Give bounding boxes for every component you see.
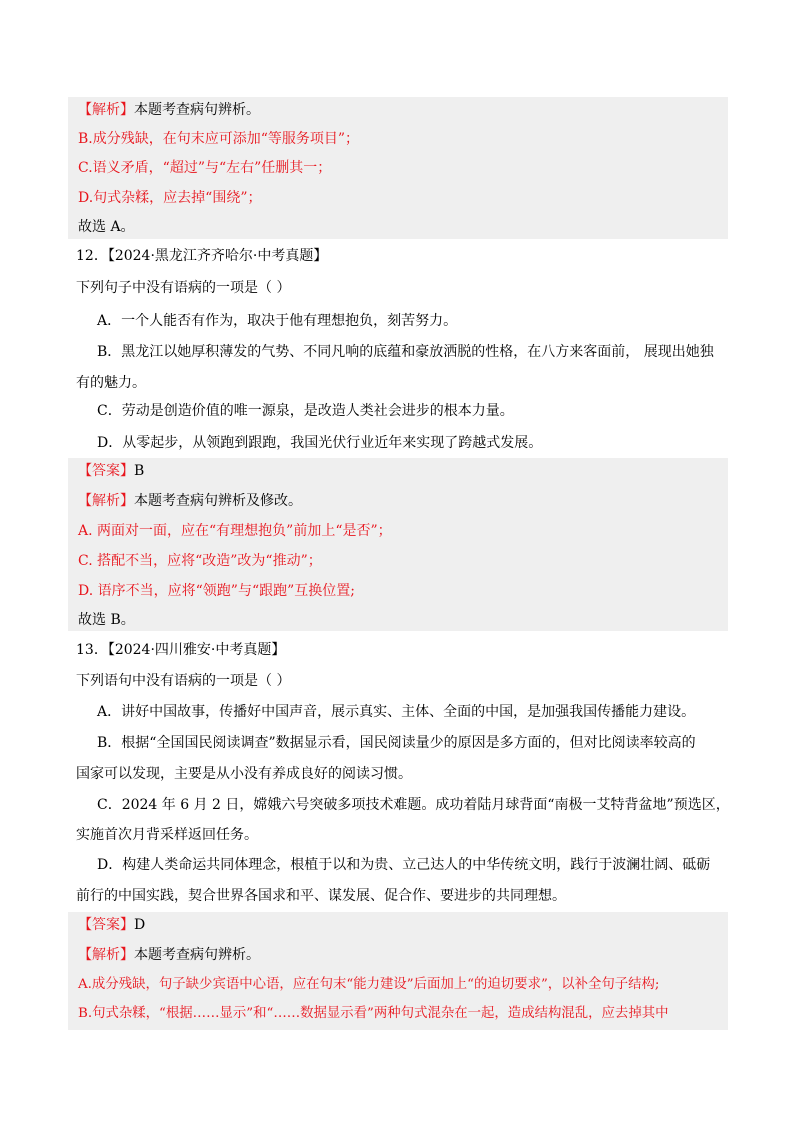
q12-option-c: C．劳动是创造价值的唯一源泉，是改造人类社会进步的根本力量。 [97, 403, 514, 419]
q12-header-text: 12．【2024·黑龙江齐齐哈尔·中考真题】 [76, 248, 328, 264]
analysis-label: 【解析】 [78, 493, 134, 509]
q12-stem: 下列句子中没有语病的一项是（ ） [76, 280, 291, 296]
answer-label: 【答案】 [78, 463, 134, 479]
q12-analysis-c: C. 搭配不当，应将“改造”改为“推动”； [78, 553, 322, 569]
q13-answer [78, 915, 145, 935]
analysis-text: 本题考查病句辨析。 [134, 102, 260, 118]
q13-option-d-cont: 前行的中国实践，契合世界各国求和平、谋发展、促合作、要进步的共同理想。 [76, 888, 566, 904]
q13-option-b: B．根据“全国国民阅读调查”数据显示看，国民阅读量少的原因是多方面的，但对比阅读率较高的 [97, 735, 696, 751]
q11-final-answer: 故选 A。 [78, 219, 135, 235]
q13-header-text: 13．【2024·四川雅安·中考真题】 [76, 642, 286, 658]
q13-option-c-cont: 实施首次月背采样返回任务。 [76, 827, 258, 843]
q11-analysis-line [78, 100, 260, 120]
q13-option-a: A．讲好中国故事，传播好中国声音，展示真实、主体、全面的中国，是加强我国传播能力建设。 [97, 704, 696, 720]
q12-option-a: A．一个人能否有作为，取决于他有理想抱负，刻苦努力。 [97, 313, 458, 329]
q13-stem: 下列语句中没有语病的一项是（ ） [76, 673, 291, 689]
q13-option-c: C．2024 年 6 月 2 日，嫦娥六号突破多项技术难题。成功着陆月球背面“南极一艾特背盆地”预选区， [97, 797, 730, 813]
q13-option-b-cont: 国家可以发现，主要是从小没有养成良好的阅读习惯。 [76, 766, 412, 782]
q12-option-b: B．黑龙江以她厚积薄发的气势、不同凡响的底蕴和豪放洒脱的性格，在八方来客面前， 展现出她独 [97, 344, 714, 360]
q11-analysis-b: B.成分残缺，在句末应可添加“等服务项目”； [78, 131, 360, 147]
q11-analysis-d: D.句式杂糅，应去掉“围绕”； [78, 190, 262, 206]
analysis-label: 【解析】 [78, 947, 134, 963]
q12-option-d: D．从零起步，从领跑到跟跑，我国光伏行业近年来实现了跨越式发展。 [97, 435, 543, 451]
q12-final-answer: 故选 B。 [78, 612, 135, 628]
q12-answer-block [68, 458, 728, 631]
q12-answer [78, 461, 144, 481]
answer-value: B [134, 463, 145, 479]
q12-analysis [78, 491, 302, 511]
q11-analysis-c: C.语义矛盾，“超过”与“左右”任删其一； [78, 160, 332, 176]
q12-option-b-cont: 有的魅力。 [76, 375, 146, 391]
analysis-text: 本题考查病句辨析及修改。 [134, 493, 302, 509]
q12-analysis-d: D. 语序不当，应将“领跑”与“跟跑”互换位置; [78, 583, 355, 599]
q13-analysis-b: B.句式杂糅，“根据……显示”和“……数据显示看”两种句式混杂在一起，造成结构混乱，应去掉其中 [78, 1006, 669, 1021]
analysis-text: 本题考查病句辨析。 [134, 947, 260, 963]
q13-analysis-a: A.成分残缺，句子缺少宾语中心语，应在句末“能力建设”后面加上“的迫切要求”，以补全句子结构; [78, 977, 660, 992]
q12-header [76, 246, 327, 266]
q13-header [76, 640, 285, 660]
answer-label: 【答案】 [78, 917, 134, 933]
analysis-label: 【解析】 [78, 102, 134, 118]
q13-option-d: D．构建人类命运共同体理念，根植于以和为贵、立己达人的中华传统文明，践行于波澜壮阔、砥砺 [97, 857, 711, 873]
answer-value: D [134, 917, 146, 933]
q12-analysis-a: A. 两面对一面，应在“有理想抱负”前加上“是否”； [78, 523, 392, 539]
q13-analysis [78, 945, 260, 965]
